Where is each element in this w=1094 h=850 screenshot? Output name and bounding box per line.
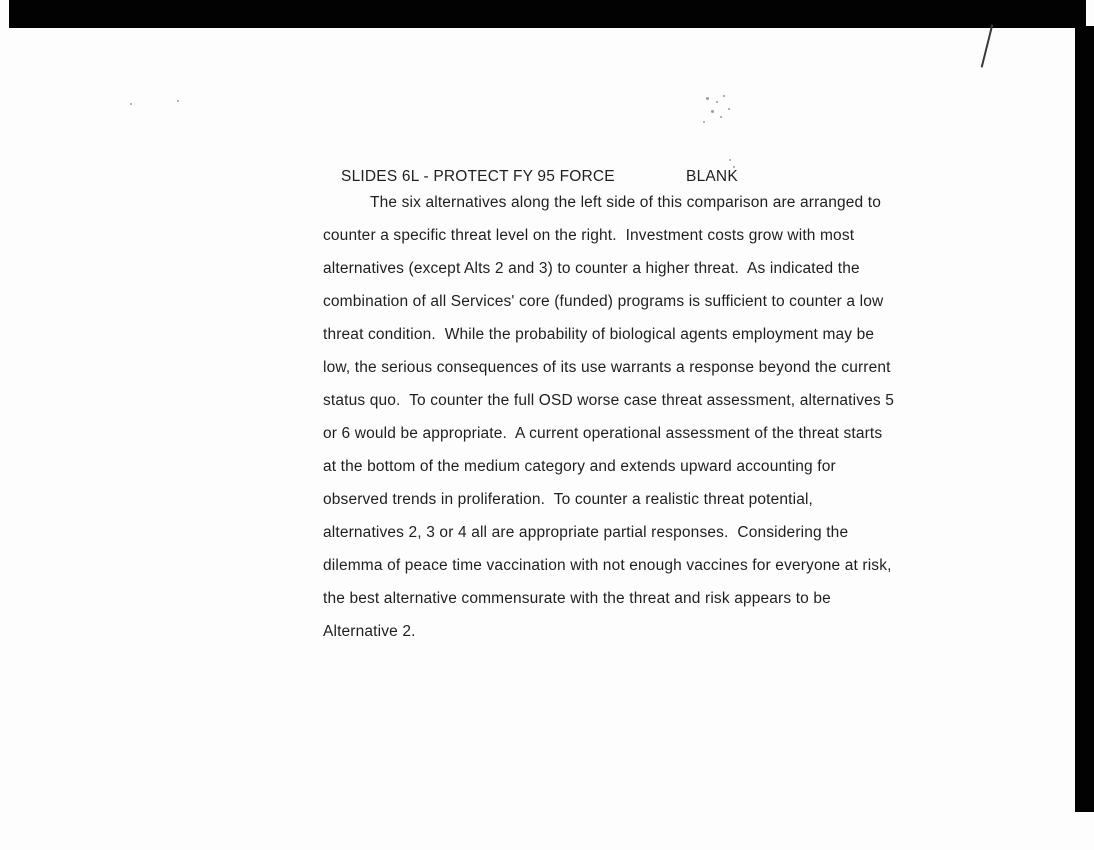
paragraph-line: low, the serious consequences of its use warrants a response beyond the current: [323, 359, 891, 376]
paragraph-line: dilemma of peace time vaccination with not enough vaccines for everyone at risk,: [323, 557, 892, 574]
paragraph-line: The six alternatives along the left side of this comparison are arranged to: [370, 194, 881, 211]
paragraph-line: alternatives (except Alts 2 and 3) to counter a higher threat. As indicated the: [323, 260, 860, 277]
paragraph-line: combination of all Services' core (funded) programs is sufficient to counter a low: [323, 293, 884, 310]
scan-speckle: [130, 103, 132, 105]
paragraph-line: at the bottom of the medium category and extends upward accounting for: [323, 458, 836, 475]
scan-artifact-pen-mark: [981, 24, 994, 67]
scan-speckle: [716, 101, 718, 103]
paragraph-line: observed trends in proliferation. To counter a realistic threat potential,: [323, 491, 814, 508]
scan-speckle: [720, 116, 722, 118]
paragraph-line: counter a specific threat level on the right. Investment costs grow with most: [323, 227, 855, 244]
scan-artifact-right-bar: [1075, 26, 1094, 812]
scan-artifact-top-bar: [9, 0, 1086, 28]
scan-speckle: [728, 108, 730, 110]
doc-paragraph: [323, 186, 943, 648]
paragraph-line: Alternative 2.: [323, 623, 416, 640]
paragraph-line: threat condition. While the probability of biological agents employment may be: [323, 326, 875, 343]
paragraph-line: status quo. To counter the full OSD worse case threat assessment, alternatives 5: [323, 392, 895, 409]
doc-title-right: BLANK: [686, 168, 738, 185]
doc-title-left: SLIDES 6L - PROTECT FY 95 FORCE: [341, 168, 615, 185]
scan-speckle: [703, 121, 705, 123]
scan-speckle: [711, 110, 714, 113]
paragraph-line: or 6 would be appropriate. A current operational assessment of the threat starts: [323, 425, 883, 442]
scan-speckle: [706, 97, 709, 100]
paragraph-line: alternatives 2, 3 or 4 all are appropriate partial responses. Considering the: [323, 524, 849, 541]
scan-speckle: [723, 95, 725, 97]
paragraph-line: the best alternative commensurate with the threat and risk appears to be: [323, 590, 831, 607]
scan-speckle: [177, 100, 179, 102]
